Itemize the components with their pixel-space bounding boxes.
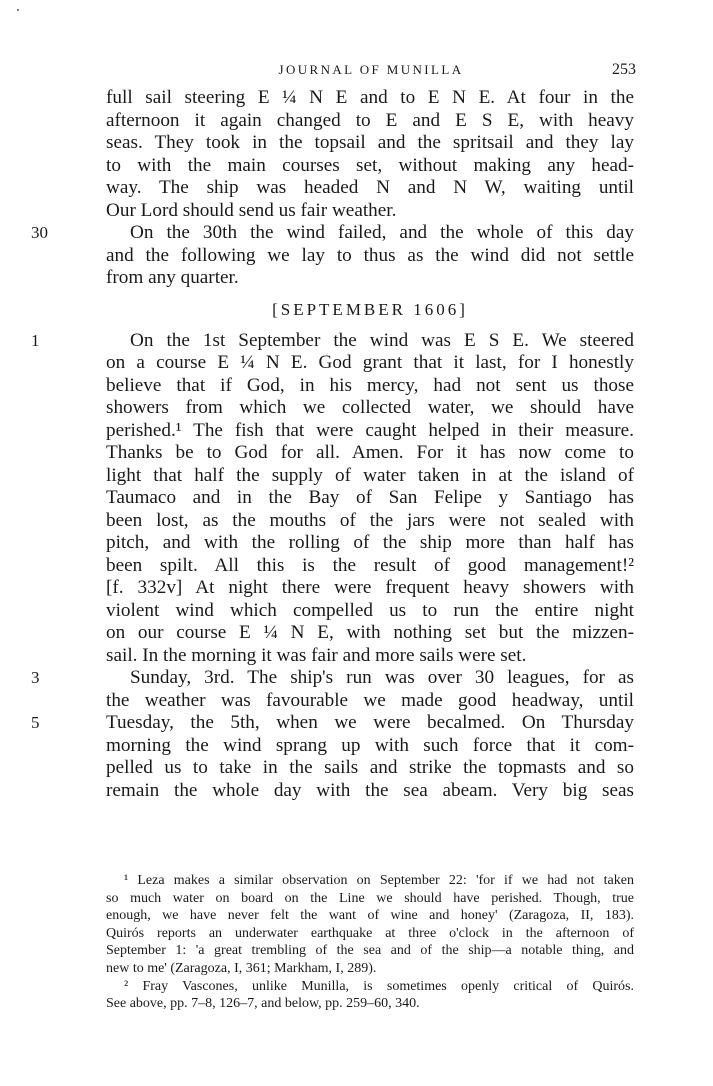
footnote-line: Quirós reports an underwater earthquake at three o'clock in the afternoon of bbox=[106, 925, 634, 941]
margin-line-number: 5 bbox=[31, 713, 40, 732]
text-line bbox=[106, 465, 634, 488]
text-line bbox=[106, 110, 634, 133]
line-text: to with the main courses set, without making any head- bbox=[106, 154, 634, 176]
footnote-line: ² Fray Vascones, unlike Munilla, is sometimes openly critical of Quirós. bbox=[124, 978, 634, 994]
text-line bbox=[106, 532, 634, 555]
footnote-line: See above, pp. 7–8, 126–7, and below, pp. 259–60, 340. bbox=[106, 996, 420, 1012]
text-line bbox=[106, 352, 634, 375]
text-line bbox=[106, 510, 634, 533]
text-line bbox=[106, 735, 634, 758]
footnote-line: ¹ Leza makes a similar observation on September 22: 'for if we had not taken bbox=[124, 873, 634, 888]
line-text: way. The ship was headed N and N W, waiting until bbox=[106, 177, 634, 198]
margin-line-number: 30 bbox=[31, 223, 48, 242]
text-line bbox=[106, 267, 634, 290]
line-text: On the 1st September the wind was E S E. We steered bbox=[130, 329, 634, 351]
line-text: on a course E ¼ N E. God grant that it last, for I honestly bbox=[106, 352, 634, 373]
line-text: full sail steering E ¼ N E and to E N E. At four in the bbox=[106, 87, 634, 108]
footnote-line: enough, we have never felt the want of wine and honey' (Zaragoza, II, 183). bbox=[106, 908, 634, 924]
text-line bbox=[106, 780, 634, 803]
line-text: been spilt. All this is the result of good management!² bbox=[106, 554, 634, 576]
running-title: JOURNAL OF MUNILLA bbox=[278, 62, 464, 77]
line-text: morning the wind sprang up with such force that it com- bbox=[106, 734, 634, 756]
text-line bbox=[106, 690, 634, 713]
text-line bbox=[106, 200, 634, 223]
text-line bbox=[106, 177, 634, 200]
line-text: perished.¹ The fish that were caught helped in their measure. bbox=[106, 419, 634, 441]
line-text: light that half the supply of water taken in at the island of bbox=[106, 464, 634, 486]
body-text bbox=[31, 87, 634, 802]
text-line bbox=[106, 442, 634, 465]
line-text: afternoon it again changed to E and E S E, with heavy bbox=[106, 109, 634, 131]
footnotes bbox=[106, 872, 634, 1013]
line-text: Tuesday, the 5th, when we were becalmed. On Thursday bbox=[106, 712, 634, 733]
page-number: 253 bbox=[612, 61, 636, 78]
text-line bbox=[31, 667, 634, 690]
line-text: Thanks be to God for all. Amen. For it has now come to bbox=[106, 442, 634, 463]
line-text: believe that if God, in his mercy, had not sent us those bbox=[106, 374, 634, 396]
line-text: the weather was favourable we made good headway, until bbox=[106, 689, 634, 711]
text-line bbox=[31, 329, 634, 353]
text-line bbox=[106, 397, 634, 420]
line-text: sail. In the morning it was fair and more sails were set. bbox=[106, 644, 527, 666]
line-text: Taumaco and in the Bay of San Felipe y Santiago has bbox=[106, 487, 634, 508]
line-text: and the following we lay to thus as the wind did not settle bbox=[106, 244, 634, 266]
text-line bbox=[31, 712, 634, 735]
text-line bbox=[106, 757, 634, 780]
text-line bbox=[106, 245, 634, 268]
line-text: on our course E ¼ N E, with nothing set but the mizzen- bbox=[106, 622, 634, 643]
line-text: remain the whole day with the sea abeam. Very big seas bbox=[106, 779, 634, 801]
running-head bbox=[106, 60, 636, 84]
line-text: [SEPTEMBER 1606] bbox=[272, 299, 468, 319]
line-text: showers from which we collected water, we should have bbox=[106, 397, 634, 418]
line-text: Our Lord should send us fair weather. bbox=[106, 199, 397, 221]
text-line bbox=[31, 222, 634, 245]
text-line bbox=[106, 132, 634, 155]
text-line bbox=[106, 555, 634, 578]
text-line bbox=[106, 375, 634, 398]
footnote-line: so much water on board on the Line we should have perished. Though, true bbox=[106, 890, 634, 906]
margin-line-number: 1 bbox=[31, 330, 40, 350]
text-line bbox=[106, 645, 634, 668]
text-line bbox=[106, 622, 634, 645]
line-text: been lost, as the mouths of the jars were not sealed with bbox=[106, 509, 634, 531]
line-text: from any quarter. bbox=[106, 267, 239, 288]
line-text: seas. They took in the topsail and the spritsail and they lay bbox=[106, 132, 634, 153]
text-line bbox=[106, 420, 634, 443]
text-line bbox=[106, 600, 634, 623]
line-text: pelled us to take in the sails and strike the topmasts and so bbox=[106, 757, 634, 778]
text-line bbox=[106, 87, 634, 110]
line-text: Sunday, 3rd. The ship's run was over 30 leagues, for as bbox=[130, 667, 634, 688]
line-text: pitch, and with the rolling of the ship more than half has bbox=[106, 532, 634, 553]
text-line bbox=[106, 487, 634, 510]
margin-mark bbox=[17, 9, 19, 11]
section-heading bbox=[106, 290, 634, 330]
line-text: [f. 332v] At night there were frequent heavy showers with bbox=[106, 577, 634, 598]
margin-line-number: 3 bbox=[31, 668, 40, 687]
footnote-line: new to me' (Zaragoza, I, 361; Markham, I, 289). bbox=[106, 960, 377, 976]
line-text: On the 30th the wind failed, and the whole of this day bbox=[130, 222, 634, 243]
text-line bbox=[106, 155, 634, 178]
text-line bbox=[106, 577, 634, 600]
line-text: violent wind which compelled us to run the entire night bbox=[106, 599, 634, 621]
footnote-line: September 1: 'a great trembling of the sea and of the ship—a notable thing, and bbox=[106, 943, 634, 959]
